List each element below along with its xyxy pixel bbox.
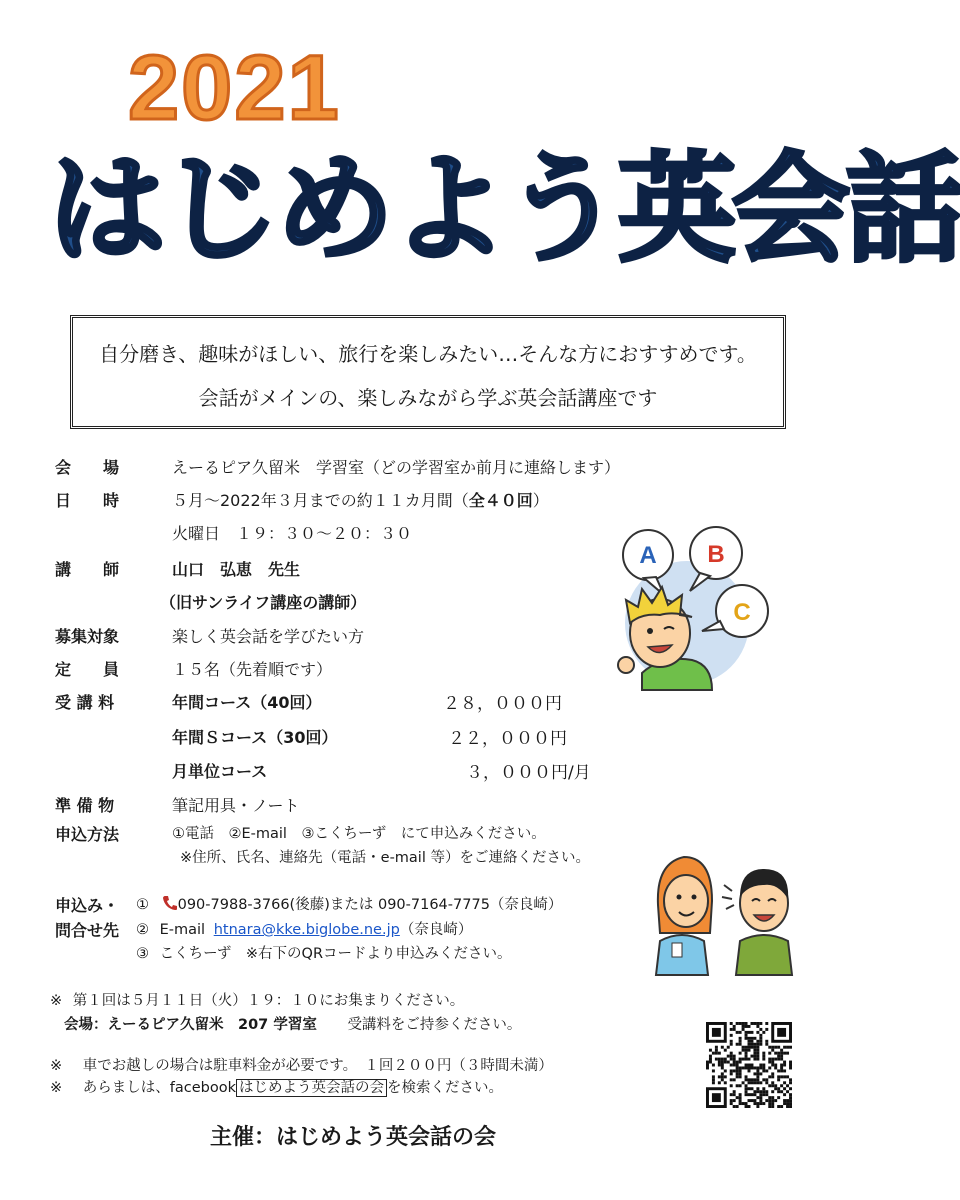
fee-price-2: ２２，０００円 xyxy=(448,729,567,749)
contact-label-1: 申込み・ xyxy=(55,896,120,915)
capacity-value: １５名（先着順です） xyxy=(172,660,333,679)
first-session-fee: 受講料をご持参ください。 xyxy=(347,1017,522,1033)
capacity-label: 定 員 xyxy=(55,660,120,679)
facebook-group-name: はじめよう英会話の会 xyxy=(236,1079,387,1097)
apply-label: 申込方法 xyxy=(55,825,120,844)
notice-mark-1: ※ xyxy=(50,993,63,1009)
abc-illustration xyxy=(612,505,792,690)
items-value: 筆記用具・ノート xyxy=(172,796,300,815)
woman-icon xyxy=(656,857,712,975)
page-title: はじめよう英会話 xyxy=(48,140,960,278)
parking-notice: 車でお越しの場合は駐車料金が必要です。 １回２００円（３時間未満） xyxy=(82,1058,553,1074)
date-range-end: ） xyxy=(532,491,549,510)
fee-label: 受 講 料 xyxy=(55,693,115,712)
items-label: 準 備 物 xyxy=(55,796,115,815)
notice-2 xyxy=(50,1054,553,1075)
conversation-illustration xyxy=(652,845,804,975)
man-icon xyxy=(722,869,792,975)
intro-line-1: 自分磨き、趣味がほしい、旅行を楽しみたい…そんな方におすすめです。 xyxy=(99,342,757,366)
phone-icon xyxy=(162,895,178,911)
phone-numbers[interactable]: 090-7988-3766(後藤)または 090-7164-7775（奈良崎） xyxy=(177,897,563,913)
notice-1-venue xyxy=(64,1013,521,1034)
date-label: 日 時 xyxy=(55,491,120,510)
contact-phone xyxy=(136,893,562,914)
venue-value: えーるピア久留米 学習室（どの学習室か前月に連絡します） xyxy=(172,458,621,477)
instructor-value: 山口 弘恵 先生 xyxy=(172,560,301,579)
email-prefix: E-mail xyxy=(159,922,206,938)
contact-label-2: 問合せ先 xyxy=(55,921,120,940)
fee-course-2: 年間Ｓコース（30回） xyxy=(172,728,338,747)
notice-1 xyxy=(50,989,464,1010)
kokuchizu-text: こくちーず ※右下のQRコードより申込みください。 xyxy=(159,946,512,962)
contact-num-1: ① xyxy=(136,897,149,913)
notice-mark-3: ※ xyxy=(50,1080,63,1096)
email-suffix: （奈良崎） xyxy=(399,922,473,938)
intro-box xyxy=(70,315,786,429)
facebook-suffix: を検索ください。 xyxy=(387,1080,503,1096)
apply-value: ①電話 ②E-mail ③こくちーず にて申込みください。 xyxy=(172,826,546,842)
notice-mark-2: ※ xyxy=(50,1058,63,1074)
notice-first-session: 第１回は５月１１日（火）１９：１０にお集まりください。 xyxy=(72,993,465,1009)
session-count: 全４０回 xyxy=(468,491,533,510)
email-link[interactable]: htnara@kke.biglobe.ne.jp xyxy=(213,922,400,938)
contact-num-2: ② xyxy=(136,922,149,938)
instructor-note: （旧サンライフ講座の講師） xyxy=(160,593,367,612)
year-heading: 2021 xyxy=(128,37,341,139)
fee-course-3: 月単位コース xyxy=(172,762,268,781)
sponsor: 主催：はじめよう英会話の会 xyxy=(210,1125,497,1150)
contact-email xyxy=(136,918,472,939)
facebook-prefix: あらましは、facebook xyxy=(82,1080,236,1096)
time-value: 火曜日 １９：３０～２０：３０ xyxy=(172,524,413,543)
bubble-letter-c: C xyxy=(733,599,751,626)
notice-3 xyxy=(50,1076,503,1097)
fee-price-1: ２８，０００円 xyxy=(443,694,562,714)
instructor-label: 講 師 xyxy=(55,560,120,579)
target-value: 楽しく英会話を学びたい方 xyxy=(172,627,365,646)
apply-note: ※住所、氏名、連絡先（電話・e-mail 等）をご連絡ください。 xyxy=(180,850,590,866)
contact-num-3: ③ xyxy=(136,946,149,962)
contact-kokuchizu xyxy=(136,942,512,963)
bubble-letter-a: A xyxy=(639,542,657,569)
first-session-venue: 会場：えーるピア久留米 207 学習室 xyxy=(64,1017,317,1033)
date-range: ５月～2022年３月までの約１１カ月間（ xyxy=(172,491,469,510)
bubble-letter-b: B xyxy=(707,541,725,568)
venue-label: 会 場 xyxy=(55,458,120,477)
date-value xyxy=(172,488,549,511)
intro-line-2: 会話がメインの、楽しみながら学ぶ英会話講座です xyxy=(198,386,658,410)
qr-code[interactable] xyxy=(706,1022,792,1108)
target-label: 募集対象 xyxy=(55,627,120,646)
fee-course-1: 年間コース（40回） xyxy=(172,693,322,712)
fee-price-3: ３，０００円/月 xyxy=(466,763,591,783)
